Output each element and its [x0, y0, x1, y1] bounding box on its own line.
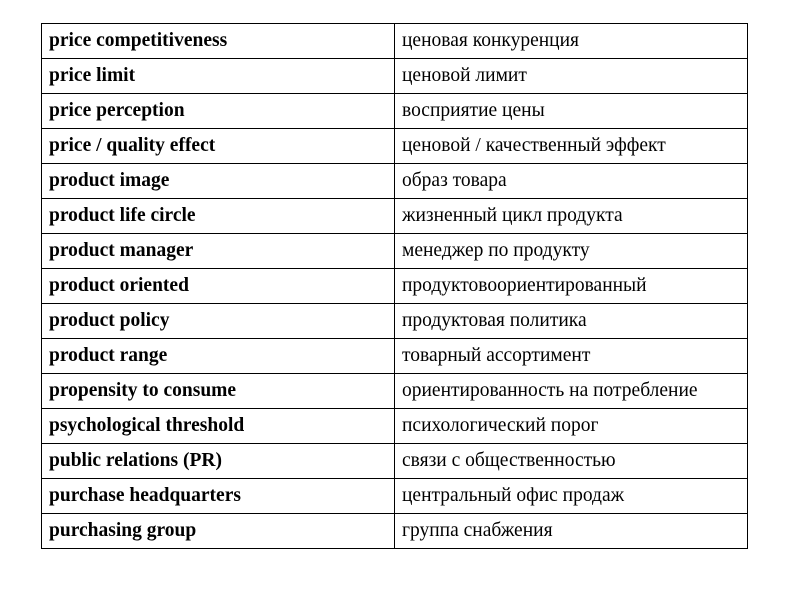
glossary-body [42, 24, 748, 549]
table-row [42, 199, 748, 234]
table-row [42, 129, 748, 164]
translation-cell: ценовой лимит [395, 59, 748, 94]
term-cell: purchase headquarters [42, 479, 395, 514]
term-cell: purchasing group [42, 514, 395, 549]
term-cell: price / quality effect [42, 129, 395, 164]
table-row [42, 24, 748, 59]
term-cell: price perception [42, 94, 395, 129]
term-cell: product policy [42, 304, 395, 339]
table-row [42, 479, 748, 514]
translation-cell: товарный ассортимент [395, 339, 748, 374]
term-cell: product manager [42, 234, 395, 269]
translation-cell: группа снабжения [395, 514, 748, 549]
table-row [42, 339, 748, 374]
translation-cell: восприятие цены [395, 94, 748, 129]
term-cell: product oriented [42, 269, 395, 304]
term-cell: product life circle [42, 199, 395, 234]
term-cell: psychological threshold [42, 409, 395, 444]
table-row [42, 374, 748, 409]
translation-cell: менеджер по продукту [395, 234, 748, 269]
translation-cell: центральный офис продаж [395, 479, 748, 514]
translation-cell: продуктовая политика [395, 304, 748, 339]
table-row [42, 409, 748, 444]
glossary-table [41, 23, 748, 549]
table-row [42, 59, 748, 94]
translation-cell: образ товара [395, 164, 748, 199]
translation-cell: ценовая конкуренция [395, 24, 748, 59]
table-row [42, 234, 748, 269]
translation-cell: ценовой / качественный эффект [395, 129, 748, 164]
term-cell: propensity to consume [42, 374, 395, 409]
translation-cell: психологический порог [395, 409, 748, 444]
translation-cell: связи с общественностью [395, 444, 748, 479]
term-cell: public relations (PR) [42, 444, 395, 479]
term-cell: price limit [42, 59, 395, 94]
term-cell: price competitiveness [42, 24, 395, 59]
table-row [42, 269, 748, 304]
table-row [42, 514, 748, 549]
translation-cell: ориентированность на потребление [395, 374, 748, 409]
table-row [42, 304, 748, 339]
term-cell: product image [42, 164, 395, 199]
table-row [42, 444, 748, 479]
table-row [42, 94, 748, 129]
translation-cell: продуктовоориентированный [395, 269, 748, 304]
table-row [42, 164, 748, 199]
translation-cell: жизненный цикл продукта [395, 199, 748, 234]
term-cell: product range [42, 339, 395, 374]
